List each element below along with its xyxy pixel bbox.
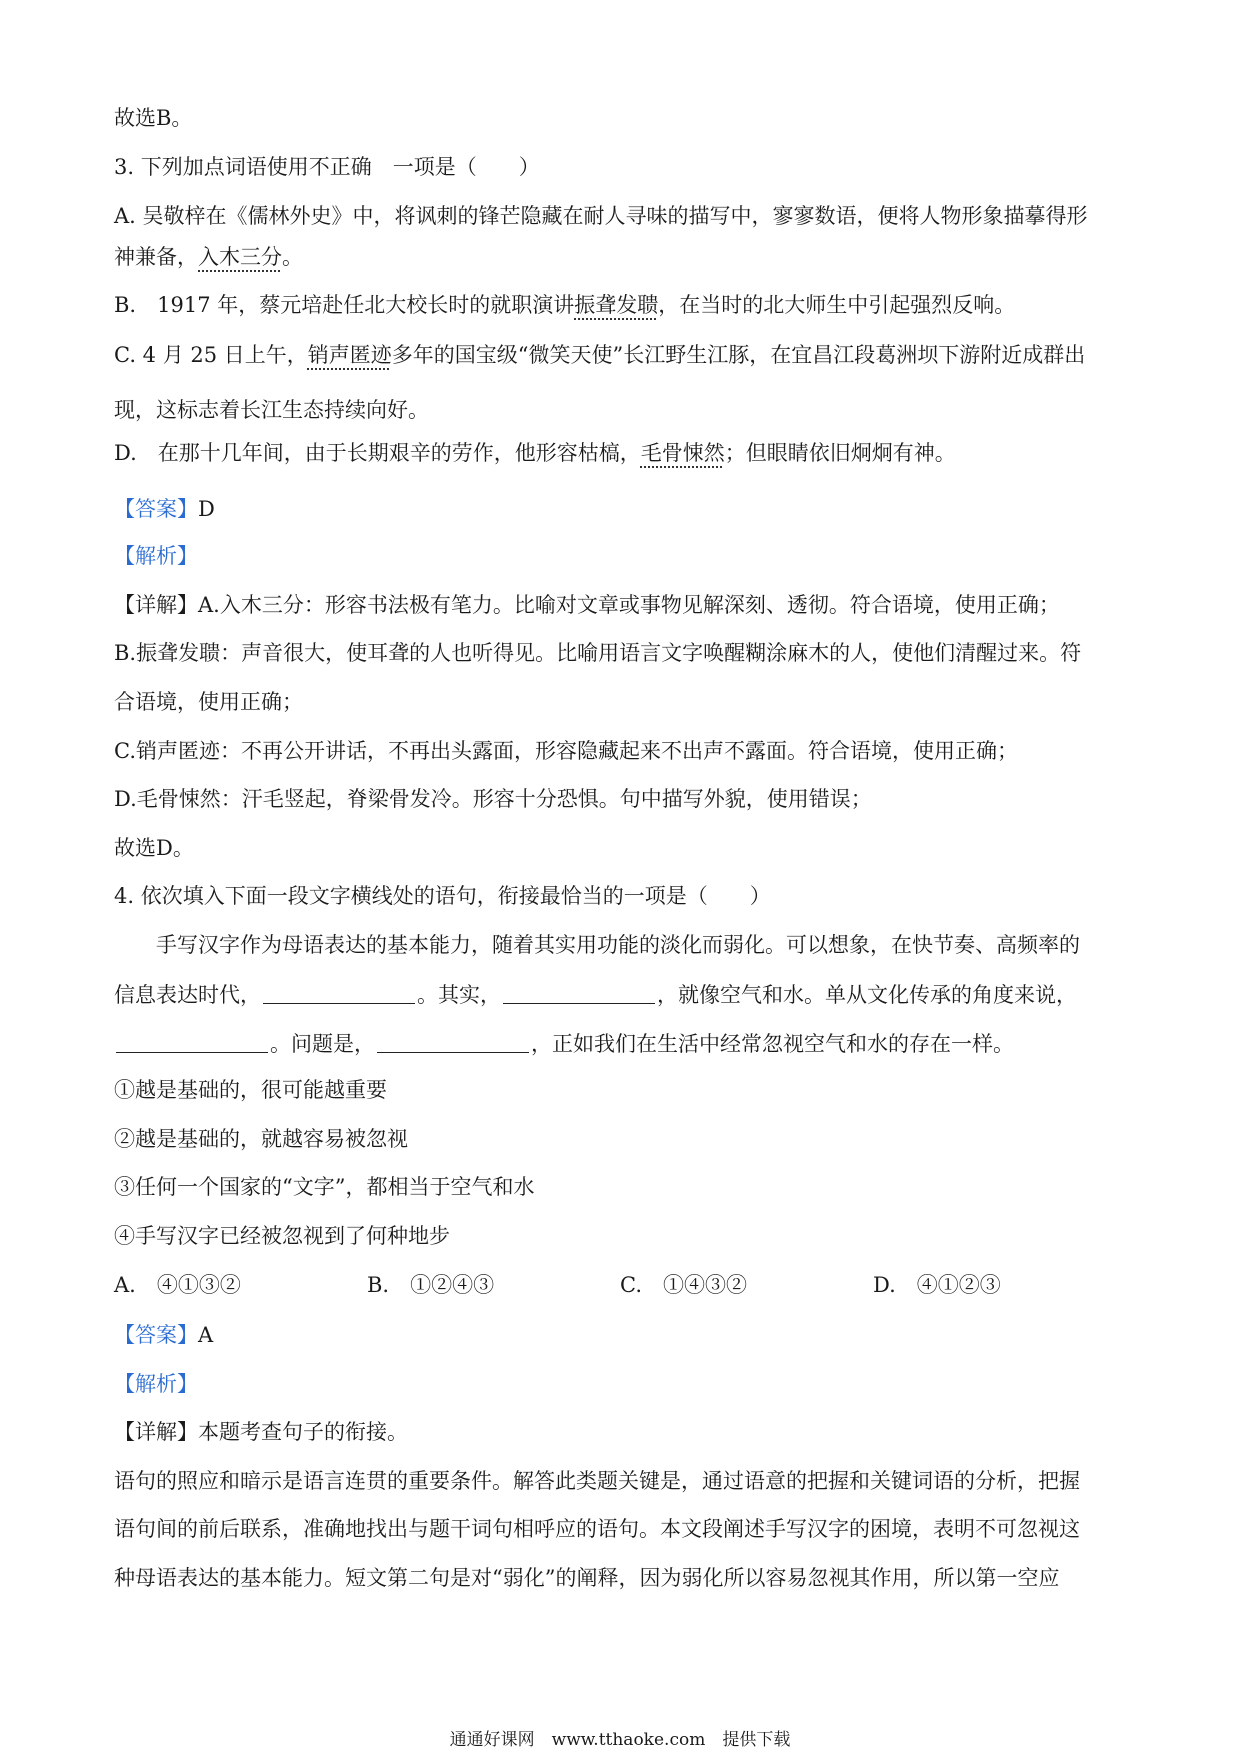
q4-passage-line3: 。问题是， ，正如我们在生活中经常忽视空气和水的存在一样。 [114,1032,1014,1055]
q4-option-a: A. ④①③② [114,1273,241,1297]
q3-option-b: B. 1917 年，蔡元培赴任北大校长时的就职演讲振聋发聩，在当时的北大师生中引起强烈反响。 [114,293,1016,317]
q3-answer: 【答案】D [114,497,215,521]
q3-conclusion: 故选D。 [114,836,194,860]
q3-stem: 3. 下列加点词语使用不正确 一项是（ ） [114,155,540,179]
q4-detail-intro: 【详解】本题考查句子的衔接。 [114,1420,408,1444]
q3-detail-d: D.毛骨悚然：汗毛竖起，脊梁骨发冷。形容十分恐惧。句中描写外貌，使用错误； [114,787,872,811]
q4-option-d: D. ④①②③ [873,1273,1001,1297]
q3-detail-b-line2: 合语境，使用正确； [114,690,303,714]
fill-blank [377,1032,529,1053]
q3-option-a-line1: A. 吴敬梓在《儒林外史》中，将讽刺的锋芒隐藏在耐人寻味的描写中，寥寥数语，便将人物形象描摹得形 [114,204,1088,228]
dotted-word: 振聋发聩 [574,293,659,317]
q4-option-b: B. ①②④③ [367,1273,495,1297]
q4-item-2: ②越是基础的，就越容易被忽视 [114,1127,408,1151]
fill-blank [116,1032,268,1053]
q3-detail-c: C.销声匿迹：不再公开讲话，不再出头露面，形容隐藏起来不出声不露面。符合语境，使用正确； [114,739,1018,763]
q4-body-line3: 种母语表达的基本能力。短文第二句是对“弱化”的阐释，因为弱化所以容易忽视其作用，所以第一空应 [114,1566,1060,1590]
dotted-word: 入木三分 [198,245,282,269]
page-footer: 通通好课网 www.tthaoke.com 提供下载 [449,1730,791,1750]
q4-option-c: C. ①④③② [620,1273,747,1297]
q3-option-d: D. 在那十几年间，由于长期艰辛的劳作，他形容枯槁，毛骨悚然；但眼睛依旧炯炯有神。 [114,441,956,465]
q4-body-line1: 语句的照应和暗示是语言连贯的重要条件。解答此类题关键是，通过语意的把握和关键词语的分析，把握 [114,1469,1080,1493]
q4-analysis-label: 【解析】 [114,1372,198,1396]
q3-detail-b-line1: B.振聋发聩：声音很大，使耳聋的人也听得见。比喻用语言文字唤醒糊涂麻木的人，使他们清醒过来。符 [114,641,1082,665]
q3-analysis-label: 【解析】 [114,544,198,568]
dotted-word: 销声匿迹 [307,343,392,367]
q3-option-c-line1: C. 4 月 25 日上午，销声匿迹多年的国宝级“微笑天使”长江野生江豚，在宜昌江段葛洲坝下游附近成群出 [114,343,1086,367]
q4-item-4: ④手写汉字已经被忽视到了何种地步 [114,1224,450,1248]
fill-blank [263,983,415,1004]
q4-item-3: ③任何一个国家的“文字”，都相当于空气和水 [114,1175,535,1199]
q3-detail-a: 【详解】A.入木三分：形容书法极有笔力。比喻对文章或事物见解深刻、透彻。符合语境，使用正确； [114,593,1060,617]
q3-option-a-line2: 神兼备，入木三分。 [114,245,303,269]
q4-body-line2: 语句间的前后联系，准确地找出与题干词句相呼应的语句。本文段阐述手写汉字的困境，表明不可忽视这 [114,1517,1080,1541]
fill-blank [503,983,655,1004]
dotted-word: 毛骨悚然 [640,441,725,465]
q4-item-1: ①越是基础的，很可能越重要 [114,1078,387,1102]
q4-passage-line2: 信息表达时代， 。其实， ，就像空气和水。单从文化传承的角度来说， [114,983,1077,1007]
q2-conclusion: 故选B。 [114,106,193,130]
q4-answer: 【答案】A [114,1323,214,1347]
q4-passage-line1: 手写汉字作为母语表达的基本能力，随着其实用功能的淡化而弱化。可以想象，在快节奏、高频率的 [156,933,1080,957]
q4-stem: 4. 依次填入下面一段文字横线处的语句，衔接最恰当的一项是（ ） [114,884,771,908]
q3-option-c-line2: 现，这标志着长江生态持续向好。 [114,398,429,422]
